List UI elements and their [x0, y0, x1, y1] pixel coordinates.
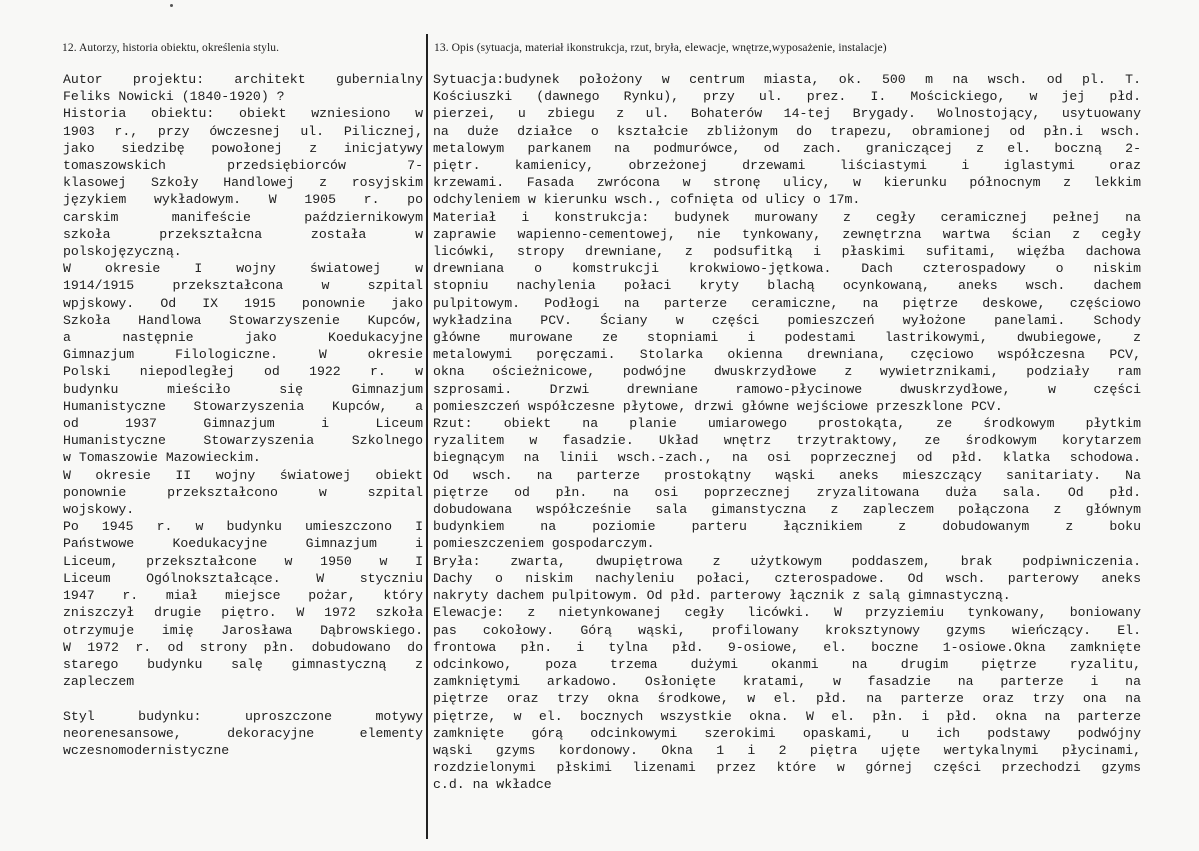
text-line: szkoła przekształcna została w: [63, 226, 423, 242]
text-line: Humanistyczne Stowarzyszenia Szkolnego: [63, 433, 423, 449]
text-line: 1914/1915 przekształcona w szpital: [63, 278, 423, 294]
paragraph-gap: [63, 690, 423, 707]
text-line: licówki, stropy drewniane, z podsufitką i płaskimi sufitami, więźba dachowa: [433, 244, 1141, 260]
text-line: wpjskowy. Od IX 1915 ponownie jako: [63, 295, 423, 311]
text-line: Polski niepodległej od 1922 r. w: [63, 364, 423, 380]
paragraph: [63, 71, 423, 105]
text-line: budynkiem na poziomie parteru łącznikiem z dobudowanym z boku: [433, 519, 1141, 535]
text-line: Po 1945 r. w budynku umieszczono I: [63, 519, 423, 535]
text-line: zamknięte górą odcinkowymi szerokimi opaskami, u ich podstawy podwójny: [433, 725, 1141, 741]
text-line: Sytuacja:budynek położony w centrum miasta, ok. 500 m na wsch. od pl. T.: [433, 72, 1141, 87]
text-line: metalowymi poręczami. Stolarka okienna drewniana, częciowo współczesna PCV,: [433, 347, 1141, 363]
text-line: biegnącym na linii wsch.-zach., na osi poprzecznej od płd. klatka schodowa.: [433, 450, 1141, 466]
text-line: neorenesansowe, dekoracyjne elementy: [63, 725, 423, 741]
text-line: zniszczył drugie piętro. W 1972 szkoła: [63, 605, 423, 621]
text-line: piętrze, w el. bocznych wszystkie okna. W el. płn. i płd. okna na parterze: [433, 708, 1141, 724]
paragraph: [63, 518, 423, 690]
text-line: Liceum, przekształcone w 1950 w I: [63, 553, 423, 569]
text-line: piętrze oraz trzy okna środkowe, w el. płd. na parterze oraz trzy ona na: [433, 691, 1141, 707]
text-line: Od wsch. na parterze prostokątny wąski aneks mieszczący sanitariaty. Na: [433, 467, 1141, 483]
text-line: a następnie jako Koedukacyjne: [63, 330, 423, 346]
text-line: stopniu nachylenia połaci kryty blachą ocynkowaną, aneks wsch. dachem: [433, 278, 1141, 294]
text-line: rozdzielonymi płskimi lizenami przez które w górnej części przechodzi gzyms: [433, 760, 1141, 776]
text-line: wczesnomodernistyczne: [63, 742, 230, 758]
text-line: językiem wykładowym. W 1905 r. po: [63, 192, 423, 208]
text-line: Bryła: zwarta, dwupiętrowa z użytkowym poddaszem, brak podpiwniczenia.: [433, 553, 1141, 569]
history-column: [63, 71, 423, 759]
text-line: ponownie przekształcono w szpital: [63, 484, 423, 500]
text-line: metalowym parkanem na podmurówce, od zach. graniczącej z el. boczną 2-: [433, 140, 1141, 156]
text-line: Elewacje: z nietynkowanej cegły licówki. W przyziemiu tynkowany, boniowany: [433, 605, 1141, 621]
text-line: ryzalitem w fasadzie. Układ wnętrz trzytraktowy, ze środkowym korytarzem: [433, 433, 1141, 449]
text-line: krzewami. Fasada zwrócona w stronę ulicy, w kierunku północnym z lekkim: [433, 175, 1141, 191]
text-line: frontowa płn. i tylna płd. 9-osiowe, el. boczne 1-osiowe.Okna zamknięte: [433, 639, 1141, 655]
text-line: 1903 r., przy ówczesnej ul. Pilicznej,: [63, 123, 423, 139]
text-line: Humanistyczne Stowarzyszenia Kupców, a: [63, 398, 423, 414]
text-line: piętrze od płn. na osi poprzecznej zryzalitowana duża sala. Od płd.: [433, 484, 1141, 500]
text-line: Historia obiektu: obiekt wzniesiono w: [63, 106, 423, 122]
text-line: c.d. na wkładce: [433, 777, 552, 793]
paragraph: [63, 260, 423, 466]
paragraph: [63, 467, 423, 519]
text-line: Liceum Ogólnokształcące. W styczniu: [63, 570, 423, 586]
text-line: W okresie II wojny światowej obiekt: [63, 467, 423, 483]
text-line: pomieszczeń współczesne płytowe, drzwi główne wejściowe przeszklone PCV.: [433, 398, 1003, 414]
text-line: otrzymuje imię Jarosława Dąbrowskiego.: [63, 622, 423, 638]
text-line: odcinkowo, poza trzema dużymi okanmi na drugim piętrze ryzalitu,: [433, 656, 1141, 672]
text-line: w Tomaszowie Mazowieckim.: [63, 450, 261, 466]
text-line: zapleczem: [63, 674, 135, 690]
text-line: piętr. kamienicy, obrzeżonej drzewami liściastymi i iglastymi oraz: [433, 158, 1141, 174]
text-line: W 1972 r. od strony płn. dobudowano do: [63, 639, 423, 655]
column-divider: [426, 34, 428, 839]
paragraph: [433, 415, 1141, 553]
text-line: Feliks Nowicki (1840-1920) ?: [63, 89, 285, 105]
paragraph: [63, 708, 423, 760]
text-line: Materiał i konstrukcja: budynek murowany z cegły ceramicznej pełnej na: [433, 209, 1141, 225]
text-line: Autor projektu: architekt gubernialny: [63, 72, 423, 87]
text-line: klasowej Szkoły Handlowej z rosyjskim: [63, 175, 423, 191]
text-line: pulpitowym. Podłogi na parterze ceramiczne, na piętrze deskowe, częściowo: [433, 295, 1141, 311]
text-line: pomieszczeniem gospodarczym.: [433, 536, 655, 552]
text-line: wąski gzyms kordonowy. Okna 1 i 2 piętra ujęte wertykalnymi płycinami,: [433, 742, 1141, 758]
text-line: Styl budynku: uproszczone motywy: [63, 708, 423, 724]
text-line: odchyleniem w kierunku wsch., cofnięta od ulicy o 17m.: [433, 192, 861, 208]
text-line: drewniana o komstrukcji krokwiowo-jętkowa. Dach czterospadowy o niskim: [433, 261, 1141, 277]
text-line: wojskowy.: [63, 502, 135, 518]
description-column: [433, 71, 1141, 794]
text-line: pierzei, u zbiegu z ul. Bohaterów 14-tej Brygady. Wolnostojący, usytuowany: [433, 106, 1141, 122]
text-line: pas cokołowy. Górą wąski, profilowany kroksztynowy gzyms wieńczący. El.: [433, 622, 1141, 638]
text-line: Dachy o niskim nachyleniu połaci, czterospadowe. Od wsch. parterowy aneks: [433, 570, 1141, 586]
text-line: od 1937 Gimnazjum i Liceum: [63, 416, 423, 432]
text-line: nakryty dachem pulpitowym. Od płd. parterowy łącznik z salą gimnastyczną.: [433, 588, 1011, 604]
text-line: okna ościeżnicowe, podwójne dwuskrzydłowe z wywietrznikami, podziały ram: [433, 364, 1141, 380]
section-12-heading: 12. Autorzy, historia obiektu, określenia stylu.: [62, 42, 280, 54]
paragraph: [63, 105, 423, 260]
scan-dot: [170, 4, 173, 7]
text-line: dobudowana współcześnie sala gimanstyczna z zapleczem połączona z głównym: [433, 502, 1141, 518]
paragraph: [433, 71, 1141, 209]
paragraph: [433, 604, 1141, 793]
text-line: zamkniętymi arkadowo. Osłonięte kratami, w fasadzie na parterze i na: [433, 674, 1141, 690]
text-line: szprosami. Drzwi drewniane ramowo-płycinowe dwuskrzydłowe, w części: [433, 381, 1141, 397]
text-line: starego budynku salę gimnastyczną z: [63, 656, 423, 672]
text-line: jako siedzibę powołonej z inicjatywy: [63, 140, 423, 156]
text-line: carskim manifeście październikowym: [63, 209, 423, 225]
text-line: Kościuszki (dawnego Rynku), przy ul. prez. I. Mościckiego, w jej płd.: [433, 89, 1141, 105]
text-line: 1947 r. miał miejsce pożar, który: [63, 588, 423, 604]
text-line: główne murowane ze stopniami i podestami lastrikowymi, dwubiegowe, z: [433, 330, 1141, 346]
paragraph: [433, 553, 1141, 605]
text-line: wykładzina PCV. Ściany w części pomieszczeń wyłożone panelami. Schody: [433, 312, 1141, 328]
text-line: Rzut: obiekt na planie umiarowego prostokąta, ze środkowym płytkim: [433, 416, 1141, 432]
text-line: budynku mieściło się Gimnazjum: [63, 381, 423, 397]
paragraph: [433, 209, 1141, 415]
text-line: polskojęzyczną.: [63, 244, 182, 260]
text-line: Państwowe Koedukacyjne Gimnazjum i: [63, 536, 423, 552]
text-line: na duże działce o kształcie zbliżonym do trapezu, obramionej od płn.i wsch.: [433, 123, 1141, 139]
text-line: tomaszowskich przedsiębiorców 7-: [63, 158, 423, 174]
section-13-heading: 13. Opis (sytuacja, materiał ikonstrukcja, rzut, bryła, elewacje, wnętrze,wyposażenie, instalacje): [434, 42, 887, 54]
text-line: W okresie I wojny światowej w: [63, 261, 423, 277]
text-line: zaprawie wapienno-cementowej, nie tynkowany, zewnętrzna wartwa ścian z cegły: [433, 226, 1141, 242]
text-line: Szkoła Handlowa Stowarzyszenie Kupców,: [63, 312, 423, 328]
text-line: Gimnazjum Filologiczne. W okresie: [63, 347, 423, 363]
